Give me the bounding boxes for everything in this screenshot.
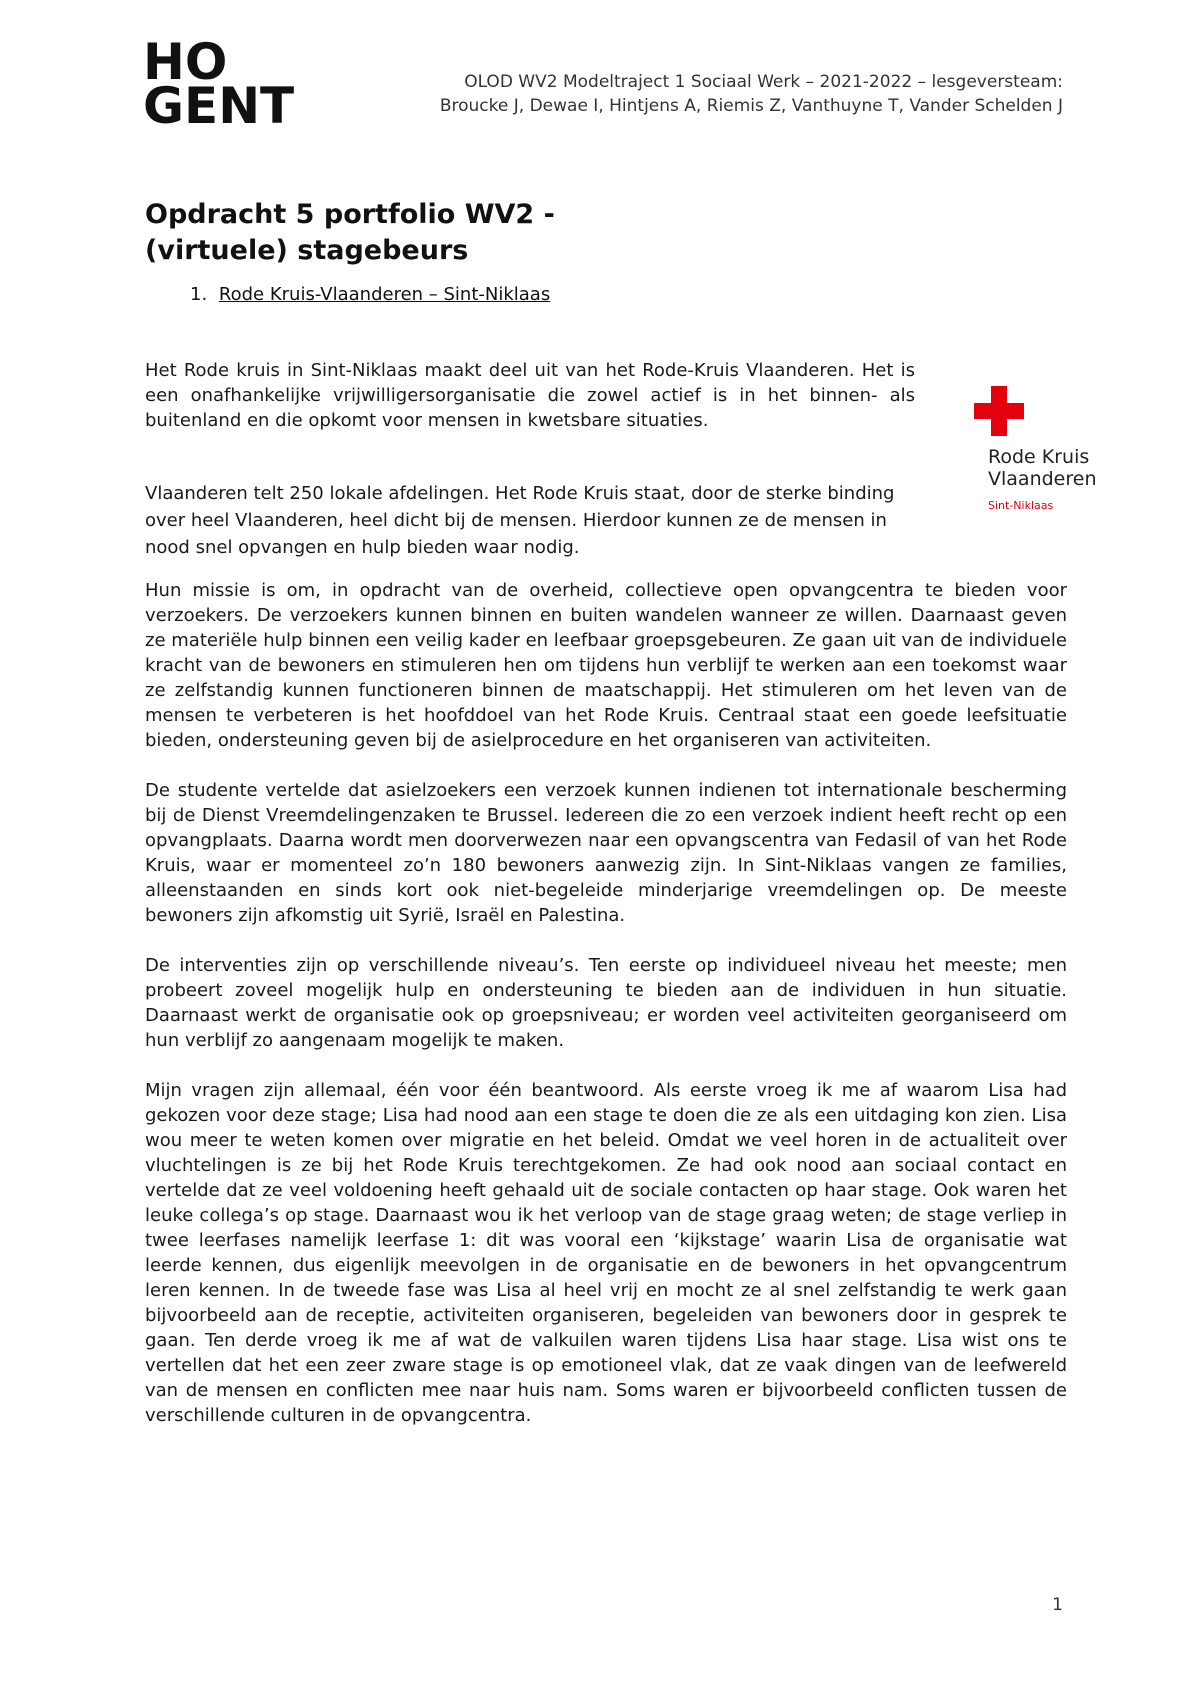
section-number: 1. [190,284,208,305]
paragraph: Hun missie is om, in opdracht van de overheid, collectieve open opvangcentra te bieden voor verzoekers. De verzoekers kunnen binnen en buiten wandelen wanneer ze willen. Daarnaast geven ze materiële hulp binnen een veilig kader en leefbaar groepsgebeuren. Ze gaan uit van de individuele kracht van de bewoners en stimuleren hen om tijdens hun verblijf te werken aan een toekomst waar ze zelfstandig kunnen functioneren binnen de maatschappij. Het stimuleren om het leven van de mensen te verbeteren is het hoofddoel van het Rode Kruis. Centraal staat een goede leefsituatie bieden, ondersteuning geven bij de asielprocedure en het organiseren van activiteiten. [145,580,1067,751]
title-line-2: (virtuele) stagebeurs [145,235,469,266]
paragraph: De studente vertelde dat asielzoekers een verzoek kunnen indienen tot internationale bescherming bij de Dienst Vreemdelingenzaken te Brussel. Iedereen die zo een verzoek indient heeft recht op een opvangplaats. Daarna wordt men doorverwezen naar een opvangscentra van Fedasil of van het Rode Kruis, waar er momenteel zo’n 180 bewoners aanwezig zijn. In Sint-Niklaas vangen ze families, alleenstaanden en sinds kort ook niet-begeleide minderjarige vreemdelingen op. De meeste bewoners zijn afkomstig uit Syrië, Israël en Palestina. [145,780,1067,926]
paragraph: De interventies zijn op verschillende niveau’s. Ten eerste op individueel niveau het meeste; men probeert zoveel mogelijk hulp en ondersteuning te bieden aan de individuen in hun situatie. Daarnaast werkt de organisatie ook op groepsniveau; er worden veel activiteiten georganiseerd om hun verblijf zo aangenaam mogelijk te maken. [145,955,1067,1051]
header-line-2: Broucke J, Dewae I, Hintjens A, Riemis Z, Vanthuyne T, Vander Schelden J [439,96,1063,116]
section-label: Rode Kruis-Vlaanderen – Sint-Niklaas [218,284,551,305]
rode-kruis-name-line-2: Vlaanderen [988,468,1097,490]
header-info [343,70,1063,118]
page-number: 1 [1052,1595,1063,1615]
rode-kruis-name-line-1: Rode Kruis [988,446,1090,468]
document-title [145,197,905,269]
hogent-logo [143,33,295,135]
title-line-1: Opdracht 5 portfolio WV2 - [145,199,555,230]
intro-paragraph-2: Vlaanderen telt 250 lokale afdelingen. Het Rode Kruis staat, door de sterke binding over heel Vlaanderen, heel dicht bij de mensen. Hierdoor kunnen ze de mensen in nood snel opvangen en hulp bieden waar nodig. [145,483,895,558]
rode-kruis-local-branch: Sint-Niklaas [988,499,1054,512]
rode-kruis-logo [974,386,1134,516]
intro-paragraph-1: Het Rode kruis in Sint-Niklaas maakt deel uit van het Rode-Kruis Vlaanderen. Het is een onafhankelijke vrijwilligersorganisatie die zowel actief is in het binnen- als buitenland en die opkomt voor mensen in kwetsbare situaties. [145,360,915,431]
logo-line-1: HO [143,33,228,91]
red-cross-icon [974,386,1024,436]
paragraph: Mijn vragen zijn allemaal, één voor één beantwoord. Als eerste vroeg ik me af waarom Lisa had gekozen voor deze stage; Lisa had nood aan een stage te doen die ze als een uitdaging kon zien. Lisa wou meer te weten komen over migratie en het beleid. Omdat we veel horen in de actualiteit over vluchtelingen is ze bij het Rode Kruis terechtgekomen. Ze had ook nood aan sociaal contact en vertelde dat ze veel voldoening heeft gehaald uit de sociale contacten op haar stage. Ook waren het leuke collega’s op stage. Daarnaast wou ik het verloop van de stage graag weten; de stage verliep in twee leerfases namelijk leerfase 1: dit was vooral een ‘kijkstage’ waarin Lisa de organisatie wat leerde kennen, dus eigenlijk meevolgen in de organisatie en de bewoners in het opvangcentrum leren kennen. In de tweede fase was Lisa al heel vrij en mocht ze al snel zelfstandig te werk gaan bijvoorbeeld aan de receptie, activiteiten organiseren, begeleiden van bewoners door in gesprek te gaan. Ten derde vroeg ik me af wat de valkuilen waren tijdens Lisa haar stage. Lisa wist ons te vertellen dat het een zeer zware stage is op emotioneel vlak, dat ze vaak dingen van de leefwereld van de mensen en conflicten mee naar huis nam. Soms waren er bijvoorbeeld conflicten tussen de verschillende culturen in de opvangcentra. [145,1080,1067,1426]
body-text [145,578,1067,1453]
header-line-1: OLOD WV2 Modeltraject 1 Sociaal Werk – 2021-2022 – lesgeversteam: [464,72,1063,92]
logo-line-2: GENT [143,77,295,135]
section-heading [190,283,550,307]
rode-kruis-name [988,446,1096,490]
